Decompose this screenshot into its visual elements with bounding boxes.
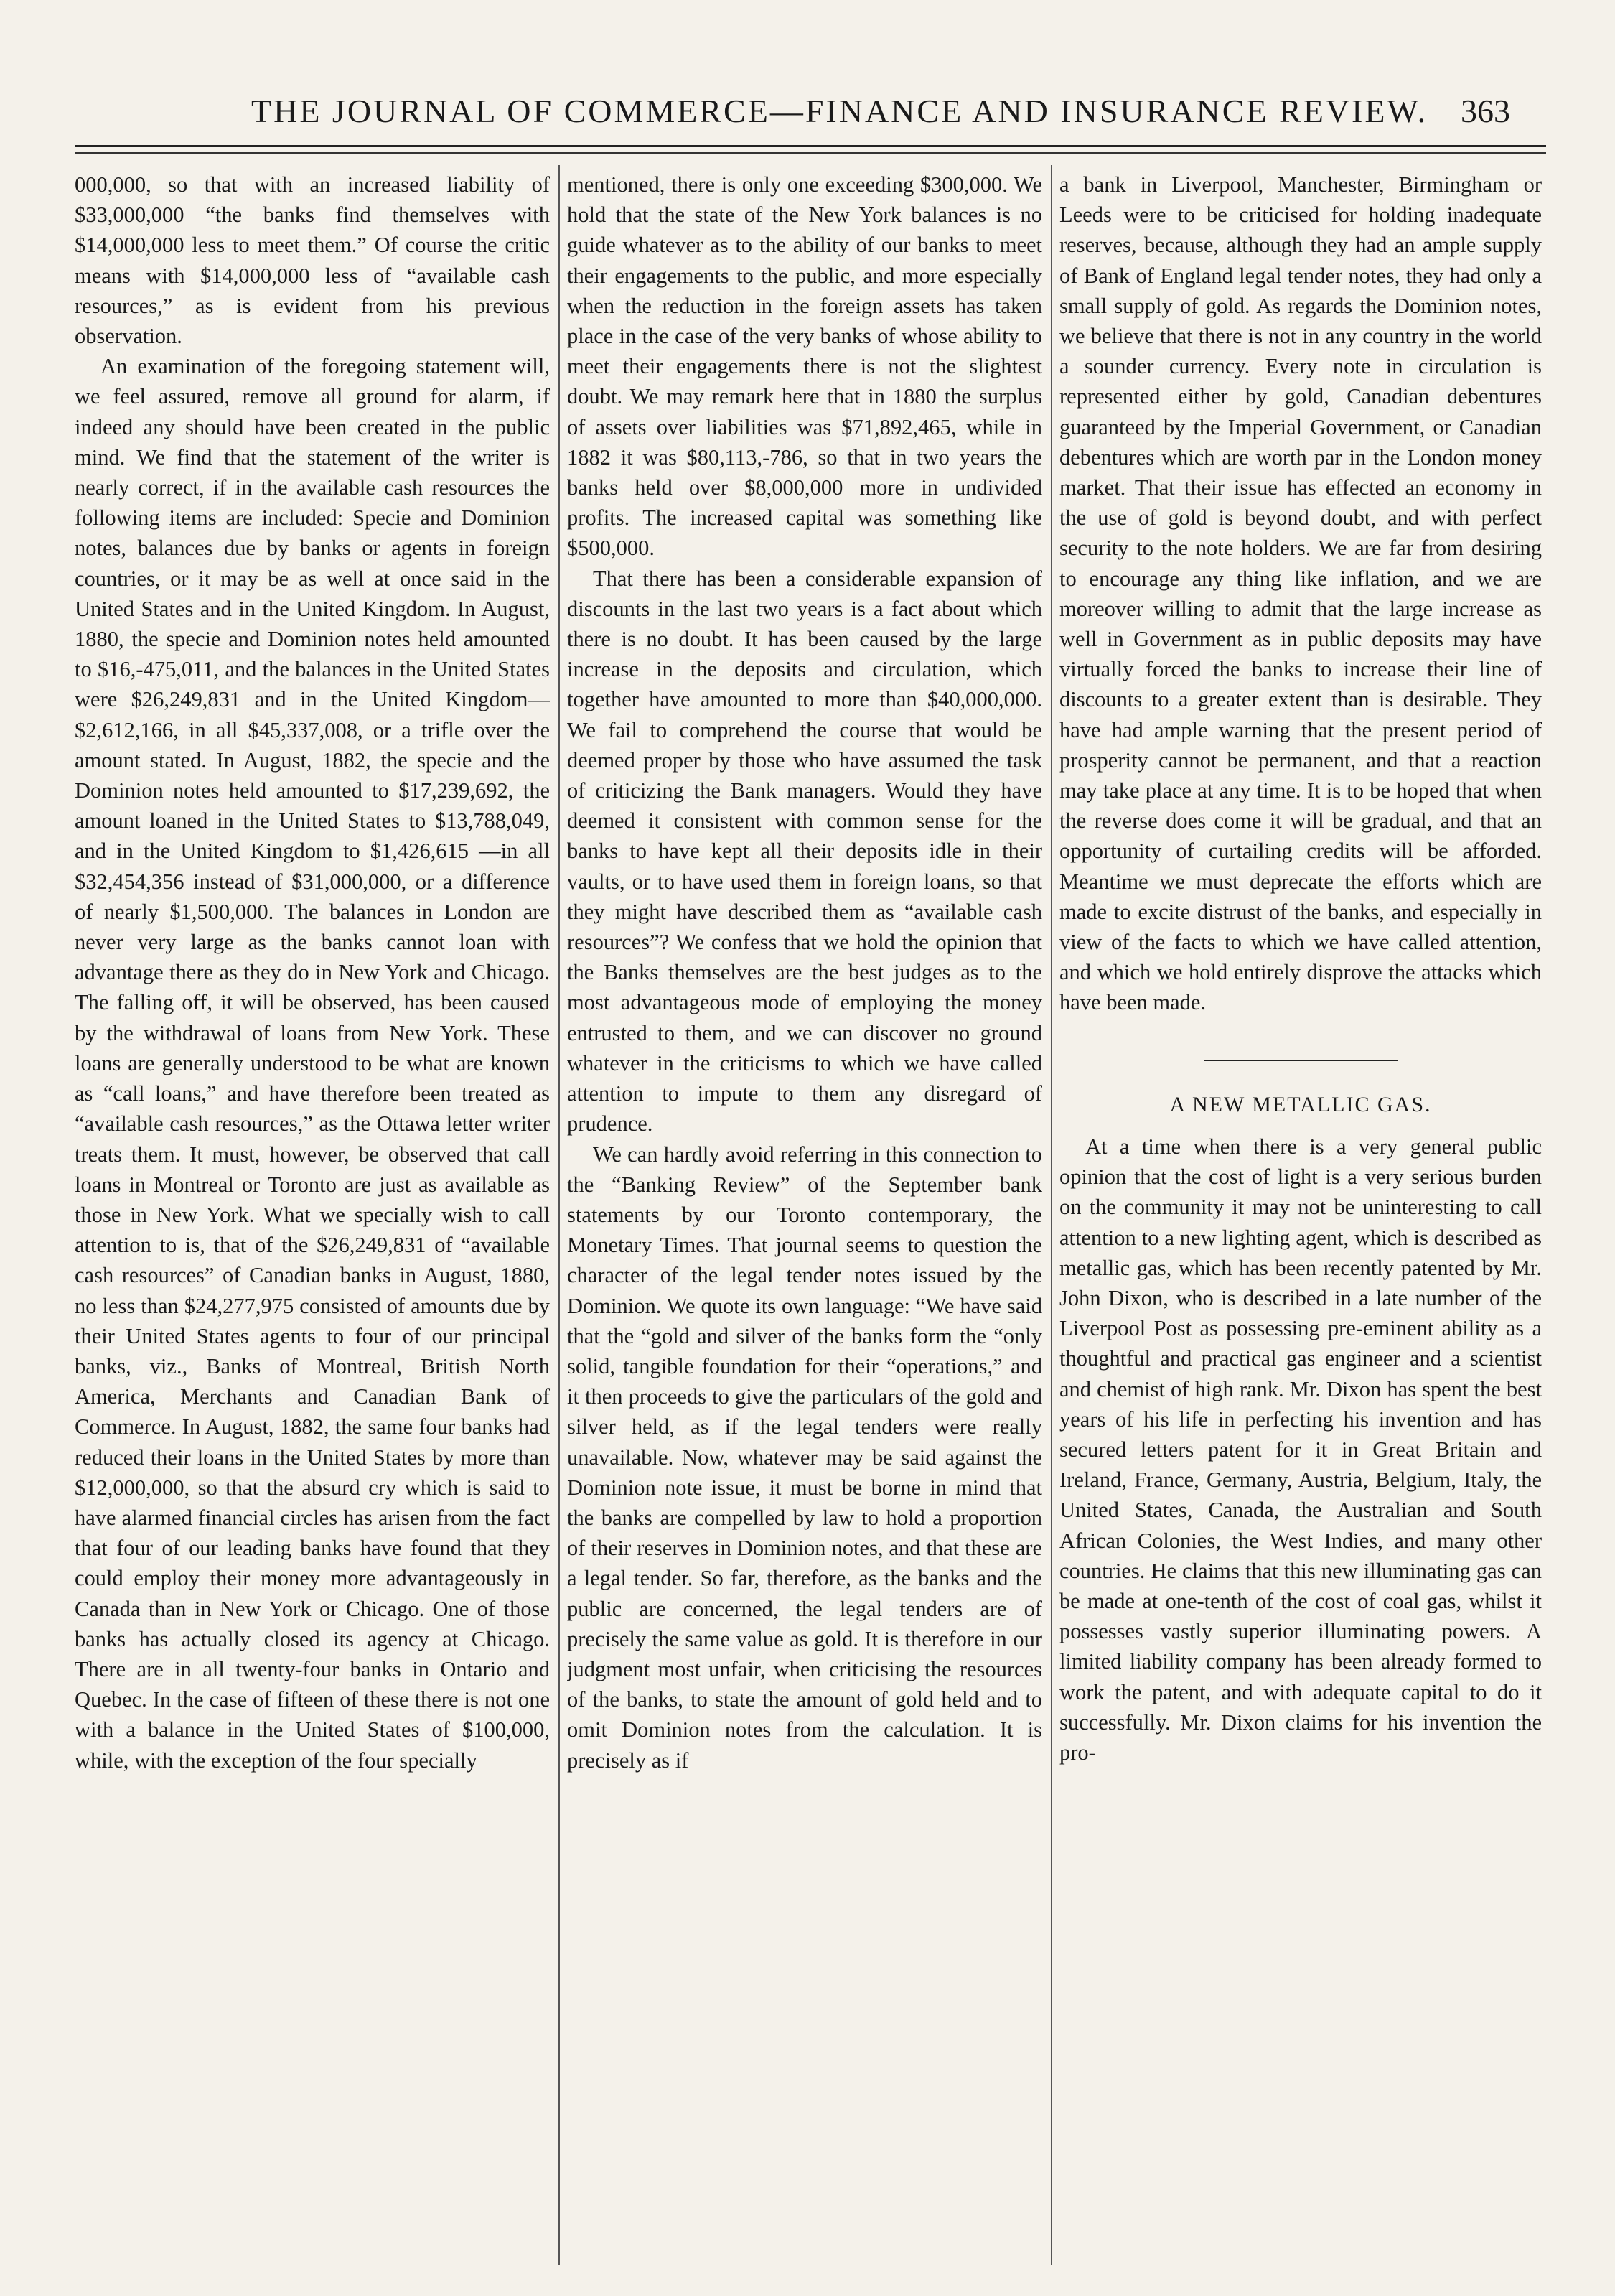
header-rule-top: [75, 145, 1546, 147]
article-separator: [1204, 1060, 1398, 1061]
page-number: 363: [1461, 93, 1510, 129]
column-2: [567, 169, 1042, 2273]
header-rule-bottom: [75, 152, 1546, 154]
column-divider-1: [558, 165, 560, 2265]
paragraph: We can hardly avoid referring in this connection to the “Banking Review” of the September bank statements by our Toronto contemporary, the Monetary Times. That journal seems to question the character of the legal tender notes issued by the Dominion. We quote its own language: “We have said that the “gold and silver of the banks form the “only solid, tangible foundation for their “operations,” and it then proceeds to give the particulars of the gold and silver held, as if the legal tenders were really unavailable. Now, whatever may be said against the Dominion note issue, it must be borne in mind that the banks are compelled by law to hold a proportion of their reserves in Dominion notes, and that these are a legal tender. So far, therefore, as the banks and the public are concerned, the legal tenders are of precisely the same value as gold. It is therefore in our judgment most unfair, when criticising the resources of the banks, to state the amount of gold held and to omit Dominion notes from the calculation. It is precisely as if: [567, 1142, 1042, 1773]
paragraph: At a time when there is a very general public opinion that the cost of light is a very serious burden on the community it may not be uninteresting to call attention to a new lighting agent, which is described as metallic gas, which has been recently patented by Mr. John Dixon, who is described in a late number of the Liverpool Post as possessing pre-eminent ability as a thoughtful and practical gas engineer and a scientist and chemist of high rank. Mr. Dixon has spent the best years of his life in perfecting his invention and has secured letters patent for it in Great Britain and Ireland, France, Germany, Austria, Belgium, Italy, the United States, Canada, the Australian and South African Colonies, the West Indies, and many other countries. He claims that this new illuminating gas can be made at one-tenth of the cost of coal gas, whilst it possesses vastly superior illuminating powers. A limited liability company has been already formed to work the patent, and with adequate capital to do it successfully. Mr. Dixon claims for his invention the pro-: [1059, 1134, 1542, 1765]
column-divider-2: [1051, 165, 1052, 2265]
column-1: [75, 169, 550, 2273]
running-head: THE JOURNAL OF COMMERCE—FINANCE AND INSURANCE REVIEW.: [251, 93, 1428, 129]
paragraph: a bank in Liverpool, Manchester, Birmingham or Leeds were to be criticised for holding inadequate reserves, because, although they had an ample supply of Bank of England legal tender notes, they had only a small supply of gold. As regards the Dominion notes, we believe that there is not in any country in the world a sounder currency. Every note in circulation is represented either by gold, Canadian debentures guaranteed by the Imperial Government, or Canadian debentures which are worth par in the London money market. That their issue has effected an economy in the use of gold is beyond doubt, and with perfect security to the note holders. We are far from desiring to encourage any thing like inflation, and we are moreover willing to admit that the large increase as well in Government as in public deposits may have virtually forced the banks to increase their line of discounts to a greater extent than is desirable. They have had ample warning that the present period of prosperity cannot be permanent, and that a reaction may take place at any time. It is to be hoped that when the reverse does come it will be gradual, and that an opportunity of curtailing credits will be afforded. Meantime we must deprecate the efforts which are made to excite distrust of the banks, and especially in view of the facts to which we have called attention, and which we hold entirely disprove the attacks which have been made.: [1059, 172, 1542, 1015]
article-heading: A NEW METALLIC GAS.: [1169, 1092, 1432, 1116]
column-3: [1059, 169, 1542, 2273]
paragraph: An examination of the foregoing statement will, we feel assured, remove all ground for alarm, if indeed any should have been created in the public mind. We find that the statement of the writer is nearly correct, if in the available cash resources the following items are included: Specie and Dominion notes, balances due by banks or agents in foreign countries, or it may be as well at once said in the United States and in the United Kingdom. In August, 1880, the specie and Dominion notes held amounted to $16,-475,011, and the balances in the United States were $26,249,831 and in the United Kingdom—$2,612,166, in all $45,337,008, or a trifle over the amount stated. In August, 1882, the specie and the Dominion notes held amounted to $17,239,692, the amount loaned in the United States to $13,788,049, and in the United Kingdom to $1,426,615 —in all $32,454,356 instead of $31,000,000, or a difference of nearly $1,500,000. The balances in London are never very large as the banks cannot loan with advantage there as they do in New York and Chicago. The falling off, it will be observed, has been caused by the withdrawal of loans from New York. These loans are generally understood to be what are known as “call loans,” and have therefore been treated as “available cash resources,” as the Ottawa letter writer treats them. It must, however, be observed that call loans in Montreal or Toronto are just as available as those in New York. What we specially wish to call attention to is, that of the $26,249,831 of “available cash resources” of Canadian banks in August, 1880, no less than $24,277,975 consisted of amounts due by their United States agents to four of our principal banks, viz., Banks of Montreal, British North America, Merchants and Canadian Bank of Commerce. In August, 1882, the same four banks had reduced their loans in the United States by more than $12,000,000, so that the absurd cry which is said to have alarmed financial circles has arisen from the fact that four of our leading banks have found that they could employ their money more advantageously in Canada than in New York or Chicago. One of those banks has actually closed its agency at Chicago. There are in all twenty-four banks in Ontario and Quebec. In the case of fifteen of these there is not one with a balance in the United States of $100,000, while, with the exception of the four specially: [75, 354, 550, 1773]
paragraph: mentioned, there is only one exceeding $300,000. We hold that the state of the New York balances is no guide whatever as to the ability of our banks to meet their engagements to the public, and more especially when the reduction in the foreign assets has taken place in the case of the very banks of whose ability to meet their engagements there is not the slightest doubt. We may remark here that in 1880 the surplus of assets over liabilities was $71,892,465, while in 1882 it was $80,113,-786, so that in two years the banks held over $8,000,000 more in undivided profits. The increased capital was something like $500,000.: [567, 172, 1042, 561]
paragraph: 000,000, so that with an increased liability of $33,000,000 “the banks find themselves with $14,000,000 less to meet them.” Of course the critic means with $14,000,000 less of “available cash resources,” as is evident from his previous observation.: [75, 172, 550, 349]
paragraph: That there has been a considerable expansion of discounts in the last two years is a fact about which there is no doubt. It has been caused by the large increase in the deposits and circulation, which together have amounted to more than $40,000,000. We fail to comprehend the course that would be deemed proper by those who have assumed the task of criticizing the Bank managers. Would they have deemed it consistent with common sense for the banks to have kept all their deposits idle in their vaults, or to have used them in foreign loans, so that they might have described them as “available cash resources”? We confess that we hold the opinion that the Banks themselves are the best judges as to the most advantageous mode of employing the money entrusted to them, and we can discover no ground whatever in the criticisms to which we have called attention to impute to them any disregard of prudence.: [567, 566, 1042, 1137]
